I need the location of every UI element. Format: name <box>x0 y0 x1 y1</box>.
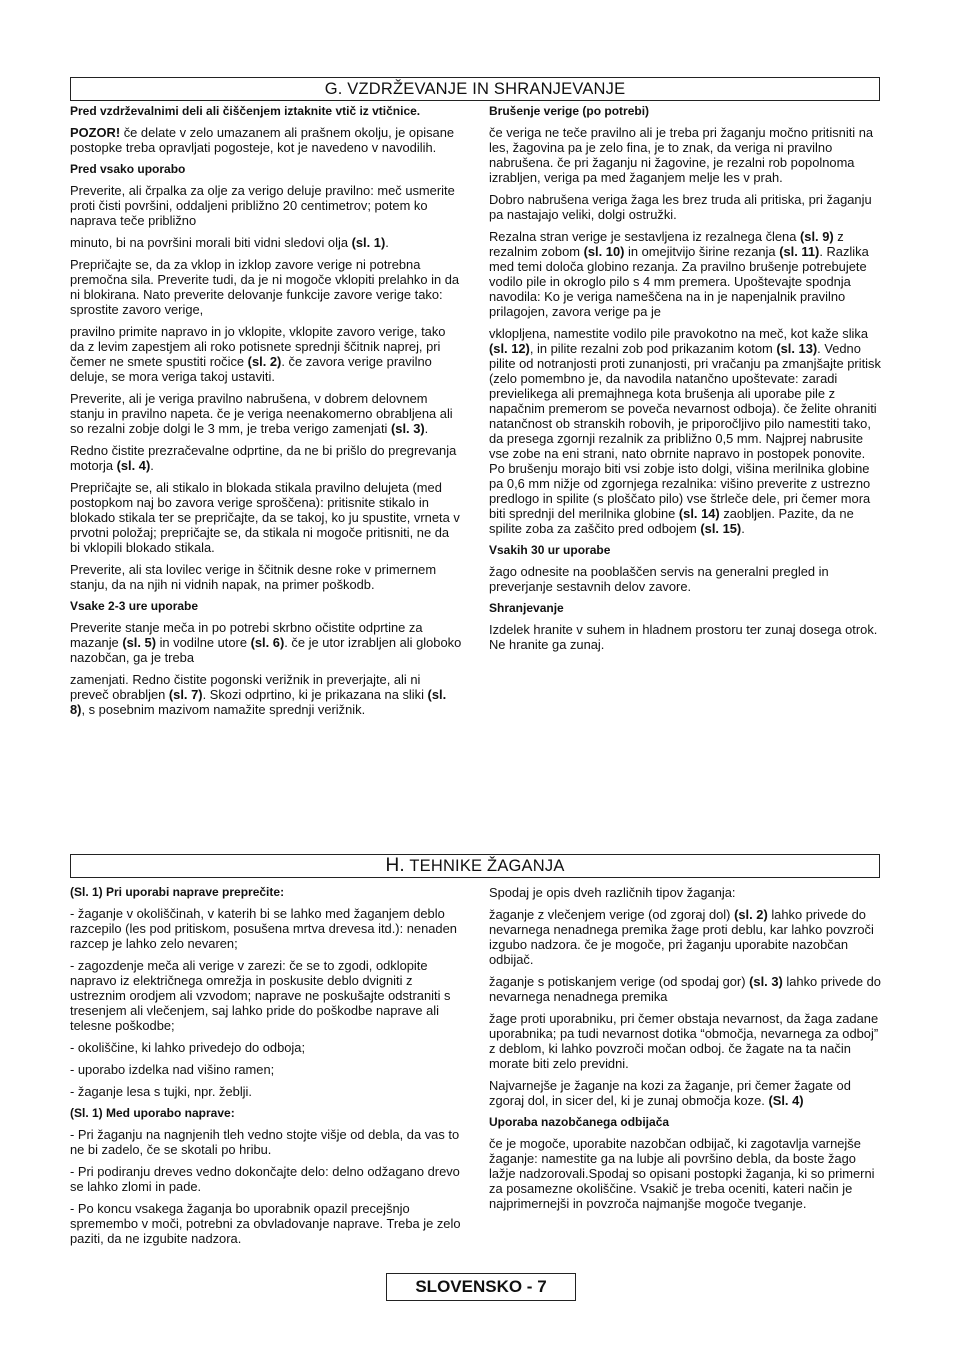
storage-paragraph: Izdelek hranite v suhem in hladnem prostoru ter zunaj dosega otrok. Ne hranite ga zunaj. <box>489 622 878 652</box>
list-item: - žaganje lesa s tujki, npr. žeblji. <box>70 1084 252 1099</box>
catcher-check-paragraph: Preverite, ali sta lovilec verige in ščitnik desne roke v primernem stanju, da na njih ni vidnih napak, na primer poškodb. <box>70 562 437 592</box>
heading-bumper-spike: Uporaba nazobčanega odbijača <box>489 1115 670 1129</box>
section-g-heading: VZDRŽEVANJE IN SHRANJEVANJE <box>342 80 626 98</box>
chain-sharpness-paragraph: Preverite, ali je veriga pravilno nabrušena, v dobrem delovnem stanju in pravilno napeta. če je veriga neenakomerno obrabljena ali so rezalni zobje dolgi le 3 mm, je treba verigo zamenjati (sl. 3). <box>70 391 453 436</box>
list-item: - Pri žaganju na nagnjenih tleh vedno stojte višje od debla, da vas to ne bi zadelo, če se skotali po hribu. <box>70 1127 460 1157</box>
brake-force-paragraph: Prepričajte se, da za vklop in izklop zavore verige ni potrebna premočna sila. Preverite tudi, da je ni mogoče vklopiti prelahko in da ni blokirana. Nato preverite delovanje funkcije zavore verige tako: sprostite zavoro verige, <box>70 257 460 317</box>
heading-avoid: (Sl. 1) Pri uporabi naprave preprečite: <box>70 885 285 899</box>
list-item: - žaganje v okoliščinah, v katerih bi se lahko med žaganjem deblo razcepilo (les pod pritiskom, posušena mrtva drevesa itd.): nenaden razcep je lahko zelo nevaren; <box>70 906 457 951</box>
section-h-letter: H. <box>385 855 405 876</box>
push-cut-paragraph: žaganje s potiskanjem verige (od spodaj gor) (sl. 3) lahko privede do nevarnega nenadnega premika <box>489 974 881 1004</box>
section-g-title <box>70 77 880 101</box>
section-g-left-column <box>70 104 462 724</box>
heading-2-3-hours: Vsake 2-3 ure uporabe <box>70 599 199 613</box>
unplug-warning: Pred vzdrževalnimi deli ali čiščenjem iztaknite vtič iz vtičnice. <box>70 104 421 118</box>
heading-before-use: Pred vsako uporabo <box>70 162 186 176</box>
section-h-heading: TEHNIKE ŽAGANJA <box>404 857 565 875</box>
brake-test-paragraph: pravilno primite napravo in jo vklopite, vklopite zavoro verige, tako da z levim zapestjem ali roko potisnete sprednji ščitnik naprej, pri čemer ne smete spustiti ročice (sl. 2). če zavora verige pravilno deluje, se mora veriga takoj ustaviti. <box>70 324 446 384</box>
page-number-label: SLOVENSKO - 7 <box>386 1273 576 1301</box>
section-h-left-column <box>70 885 462 1253</box>
cut-types-intro: Spodaj je opis dveh različnih tipov žaganja: <box>489 885 736 900</box>
sawhorse-paragraph: Najvarnejše je žaganje na kozi za žaganje, pri čemer žagate od zgoraj dol, in sicer del, ki je zunaj območja koze. (Sl. 4) <box>489 1078 851 1108</box>
pozor-label: POZOR! <box>70 125 121 140</box>
heading-during-use: (Sl. 1) Med uporabo naprave: <box>70 1106 235 1120</box>
vent-cleaning-paragraph: Redno čistite prezračevalne odprtine, da ne bi prišlo do pregrevanja motorja (sl. 4). <box>70 443 457 473</box>
list-item: - Po koncu vsakega žaganja bo uporabnik opazil precejšnjo spremembo v moči, potrebni za obvladovanje naprave. Treba je zelo paziti, da ne izgubite nadzora. <box>70 1201 461 1246</box>
kickback-paragraph: žage proti uporabniku, pri čemer obstaja nevarnost, da žaga zadane uporabnika; pa tudi nevarnost dotika “območja, nevarnega za odboj” z deblom, ki lahko povzroči močan odboj. če žagate na ta način morate biti zelo previdni. <box>489 1011 879 1071</box>
section-g-letter: G. <box>324 80 343 98</box>
service-paragraph: žago odnesite na pooblaščen servis na generalni pregled in preverjanje sestavnih delov zavore. <box>489 564 829 594</box>
section-g-right-column <box>489 104 881 659</box>
oil-pump-check: Preverite, ali črpalka za olje za verigo deluje pravilno: meč usmerite proti čisti površini, oddaljeni približno 20 centimetrov; potem ko naprava teče približno <box>70 183 455 228</box>
cutting-side-paragraph: Rezalna stran verige je sestavljena iz rezalnega člena (sl. 9) z rezalnim zobom (sl. 10) in omejitvijo širine rezanja (sl. 11). Razlika med temi določa globino rezanja. Za pravilno brušenje potrebujete vodilo pile in okroglo pilo s 4 mm premera. Upoštevajte spodnja navodila: Ko je veriga nameščena na in je napenjalnik pravilno prilagojen, zavora verige pa je <box>489 229 869 319</box>
oil-trace-paragraph: minuto, bi na površini morali biti vidni sledovi olja (sl. 1). <box>70 235 389 250</box>
bar-check-paragraph: Preverite stanje meča in po potrebi skrbno očistite odprtine za mazanje (sl. 5) in vodilne utore (sl. 6). če je utor izrabljen ali globoko nazobčan, ga je treba <box>70 620 462 665</box>
section-h-right-column <box>489 885 881 1218</box>
list-item: - Pri podiranju dreves vedno dokončajte delo: delno odžagano drevo se lahko zlomi in pade. <box>70 1164 460 1194</box>
list-item: - uporabo izdelka nad višino ramen; <box>70 1062 275 1077</box>
pull-cut-paragraph: žaganje z vlečenjem verige (od zgoraj dol) (sl. 2) lahko privede do nevarnega nenadnega premika žage proti deblu, kar lahko povzroči izgubo nadzora. če je mogoče, pri žaganju uporabite nazobčan odbijač. <box>489 907 874 967</box>
sharp-chain-paragraph: Dobro nabrušena veriga žaga les brez truda ali pritiska, pri žaganju pa nastajajo veliki, dolgi ostružki. <box>489 192 872 222</box>
sharpen-signs-paragraph: če veriga ne teče pravilno ali je treba pri žaganju močno pritisniti na les, žagovina pa je zelo fina, je to znak, da veriga ni pravilno nabrušena. če pri žaganju ni žagovine, je rezalni rob popolnoma izrabljen, veriga pa med žaganjem melje les v prah. <box>489 125 874 185</box>
bumper-spike-paragraph: če je mogoče, uporabite nazobčan odbijač, ki zagotavlja varnejše žaganje: namestite ga na lubje ali površino debla, da boste žago lažje nadzorovali.Spodaj so opisani postopki žaganja, ki so primerni za posamezne okoliščine. Vsakič je treba oceniti, kateri način je najprimernejši in povzroča najmanjše mogoče tveganje. <box>489 1136 875 1211</box>
switch-check-paragraph: Prepričajte se, ali stikalo in blokada stikala pravilno delujeta (med postopkom naj bo zavora verige sproščena): pritisnite stikalo in blokado stikala ter se prepričajte, da se takoj, ko ju spustite, vrneta v prvotni položaj; prepričajte se, da stikala ni mogoče pritisniti, ne da bi vklopili blokado stikala. <box>70 480 460 555</box>
heading-30-hours: Vsakih 30 ur uporabe <box>489 543 611 557</box>
sprocket-paragraph: zamenjati. Redno čistite pogonski verižnik in preverjajte, ali ni preveč obrabljen (sl. 7). Skozi odprtino, ki je prikazana na sliki (sl. 8), s posebnim mazivom namažite sprednji verižnik. <box>70 672 447 717</box>
heading-sharpening: Brušenje verige (po potrebi) <box>489 104 650 118</box>
pozor-paragraph: POZOR! če delate v zelo umazanem ali prašnem okolju, je opisane postopke treba opravljati pogosteje, kot je navedeno v navodilih. <box>70 125 455 155</box>
heading-storage: Shranjevanje <box>489 601 564 615</box>
filing-procedure-paragraph: vklopljena, namestite vodilo pile pravokotno na meč, kot kaže slika (sl. 12), in pilite rezalni zob pod prikazanim kotom (sl. 13). Vedno pilite od notranjosti proti zunanjosti, pri vračanju pa zmanjšajte pritisk (zelo pomembno je, da navodila natančno upoštevate: zaradi previelikega ali premajhnega kota brušenja ali uporabe pile z napačnim premerom se poveča nevarnost odboja). če želite ohraniti natančnost ob stranskih robovih, je priporočljivo pilo namestiti tako, da presega zgornji rezalnik za približno 0,5 mm. Najprej nabrusite vse zobe na eni strani, nato obrnite napravo in postopek ponovite. Po brušenju morajo biti vsi zobje isto dolgi, višina merilnika globine pa 0,6 mm nižje od zgornjega rezalnika: višino preverite z ustrezno predlogo in spilite (s ploščato pilo) vse štrleče dele, pri čemer mora biti sprednji del merilnika globine (sl. 14) zaobljen. Pazite, da ne spilite zoba za zaščito pred odbojem (sl. 15). <box>489 326 881 536</box>
list-item: - zagozdenje meča ali verige v zarezi: če se to zgodi, odklopite napravo iz električnega omrežja in poskusite deblo dvigniti z ustreznim orodjem ali vzvodom; naprave ne poskušajte odstraniti s tresenjem ali vlečenjem, saj lahko pride do poškodbe naprave ali telesne poškodbe; <box>70 958 451 1033</box>
section-h-title <box>70 854 880 878</box>
list-item: - okoliščine, ki lahko privedejo do odboja; <box>70 1040 306 1055</box>
